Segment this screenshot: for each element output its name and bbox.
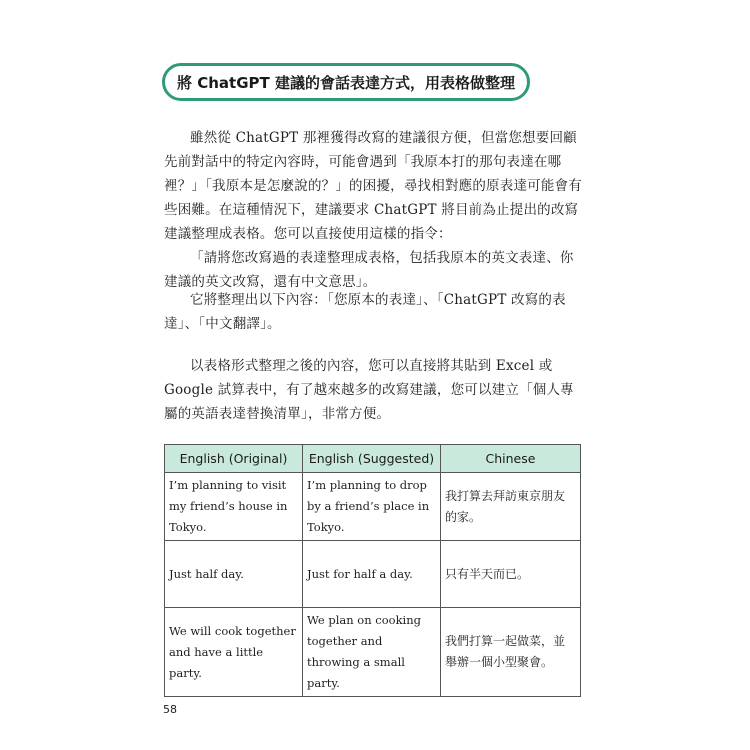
table-row bbox=[165, 541, 581, 608]
table-usage-text: 以表格形式整理之後的內容，您可以直接將其貼到 Excel 或 Google 試算表中，有了越來越多的改寫建議，您可以建立「個人專屬的英語表達替換清單」，非常方便。 bbox=[164, 358, 574, 422]
page-number: 58 bbox=[163, 703, 177, 716]
suggested-cell: Just for half a day. bbox=[303, 541, 441, 608]
header-chinese: Chinese bbox=[441, 445, 581, 473]
intro-paragraph bbox=[164, 126, 584, 246]
output-description-text: 它將整理出以下內容：「您原本的表達」、「ChatGPT 改寫的表達」、「中文翻譯」。 bbox=[164, 292, 566, 332]
table-row bbox=[165, 608, 581, 697]
chinese-cell: 我打算去拜訪東京朋友的家。 bbox=[441, 473, 581, 541]
chinese-cell: 只有半天而已。 bbox=[441, 541, 581, 608]
table-usage-paragraph bbox=[164, 354, 584, 426]
section-heading: 將 ChatGPT 建議的會話表達方式，用表格做整理 bbox=[162, 63, 530, 101]
prompt-paragraph bbox=[164, 246, 584, 294]
prompt-text: 「請將您改寫過的表達整理成表格，包括我原本的英文表達、你建議的英文改寫，還有中文意思」。 bbox=[164, 250, 574, 290]
original-cell: We will cook together and have a little party. bbox=[165, 608, 303, 697]
table-header-row bbox=[165, 445, 581, 473]
original-cell: Just half day. bbox=[165, 541, 303, 608]
table-row bbox=[165, 473, 581, 541]
original-cell: I’m planning to visit my friend’s house in Tokyo. bbox=[165, 473, 303, 541]
expression-comparison-table bbox=[164, 444, 581, 697]
intro-text: 雖然從 ChatGPT 那裡獲得改寫的建議很方便，但當您想要回顧先前對話中的特定內容時，可能會遇到「我原本打的那句表達在哪裡？」「我原本是怎麼說的？」的困擾，尋找相對應的原表達可能會有些困難。在這種情況下，建議要求 ChatGPT 將目前為止提出的改寫建議整理成表格。您可以直接使用這樣的指令： bbox=[164, 130, 582, 242]
output-description-paragraph bbox=[164, 288, 584, 336]
chinese-cell: 我們打算一起做菜，並舉辦一個小型聚會。 bbox=[441, 608, 581, 697]
header-english-original: English (Original) bbox=[165, 445, 303, 473]
suggested-cell: I’m planning to drop by a friend’s place in Tokyo. bbox=[303, 473, 441, 541]
suggested-cell: We plan on cooking together and throwing a small party. bbox=[303, 608, 441, 697]
header-english-suggested: English (Suggested) bbox=[303, 445, 441, 473]
